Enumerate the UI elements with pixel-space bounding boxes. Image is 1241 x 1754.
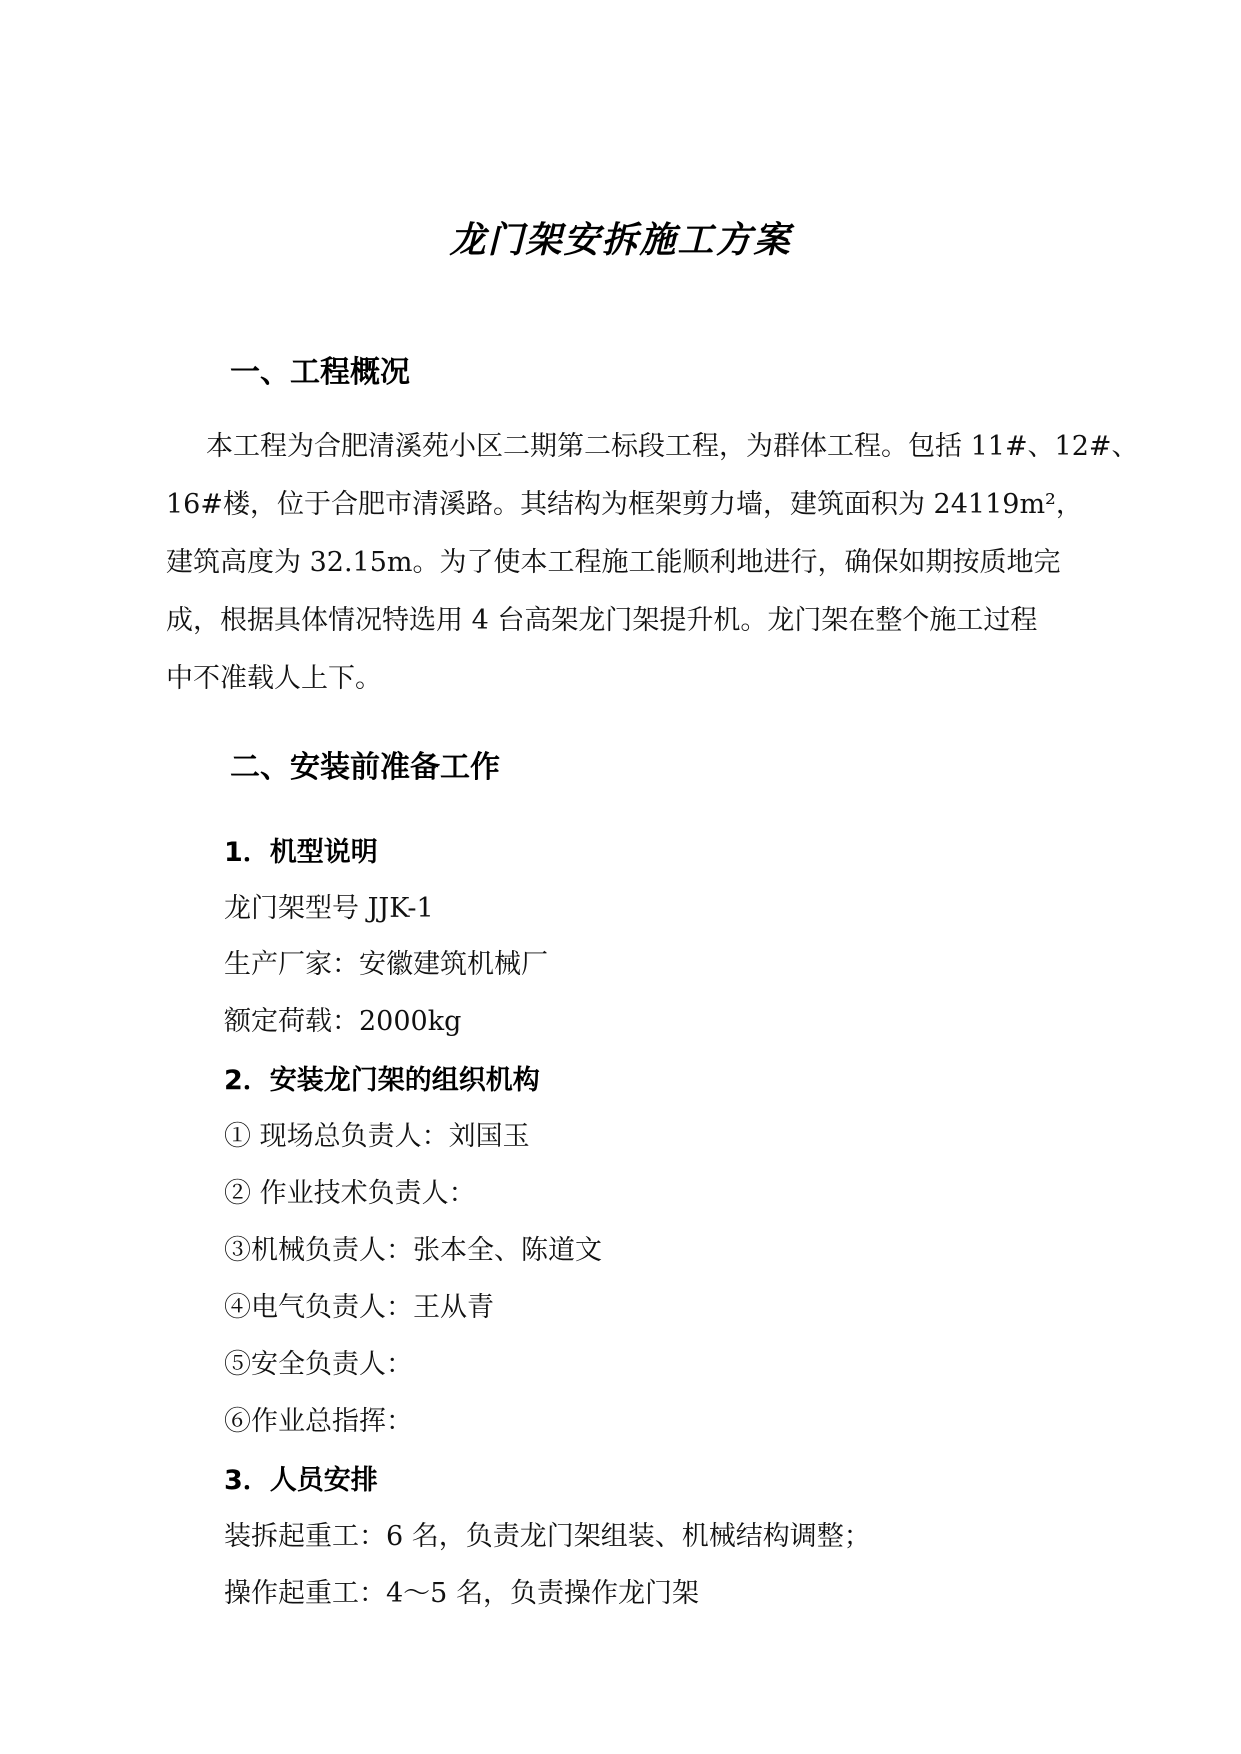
overview-line-4: 成，根据具体情况特选用 4 台高架龙门架提升机。龙门架在整个施工过程 bbox=[166, 605, 1038, 636]
overview-line-5: 中不准载人上下。 bbox=[166, 663, 382, 694]
rated-load: 额定荷载：2000kg bbox=[224, 1006, 462, 1037]
overview-paragraph bbox=[166, 418, 1139, 708]
org-item-1: ① 现场总负责人：刘国玉 bbox=[224, 1121, 530, 1152]
model-number: 龙门架型号 JJK-1 bbox=[224, 893, 434, 924]
org-item-2: ② 作业技术负责人： bbox=[224, 1178, 476, 1209]
staff-item-2: 操作起重工：4～5 名，负责操作龙门架 bbox=[224, 1578, 699, 1609]
overview-line-3: 建筑高度为 32.15m。为了使本工程施工能顺利地进行，确保如期按质地完 bbox=[166, 547, 1061, 578]
section-heading-overview: 一、工程概况 bbox=[230, 355, 410, 390]
org-item-3: ③机械负责人：张本全、陈道文 bbox=[224, 1235, 602, 1266]
org-item-6: ⑥作业总指挥： bbox=[224, 1406, 413, 1437]
subheading-staffing: 3．人员安排 bbox=[224, 1465, 378, 1496]
staff-item-1: 装拆起重工：6 名，负责龙门架组装、机械结构调整； bbox=[224, 1521, 871, 1552]
subheading-model: 1．机型说明 bbox=[224, 837, 378, 868]
overview-line-1: 本工程为合肥清溪苑小区二期第二标段工程，为群体工程。包括 11#、12#、 bbox=[206, 431, 1139, 462]
org-item-4: ④电气负责人：王从青 bbox=[224, 1292, 494, 1323]
overview-line-2: 16#楼，位于合肥市清溪路。其结构为框架剪力墙，建筑面积为 24119m²， bbox=[166, 489, 1083, 520]
section-heading-preparation: 二、安装前准备工作 bbox=[230, 750, 500, 785]
org-item-5: ⑤安全负责人： bbox=[224, 1349, 413, 1380]
manufacturer: 生产厂家：安徽建筑机械厂 bbox=[224, 949, 548, 980]
document-title: 龙门架安拆施工方案 bbox=[449, 220, 792, 261]
subheading-organization: 2．安装龙门架的组织机构 bbox=[224, 1065, 540, 1096]
